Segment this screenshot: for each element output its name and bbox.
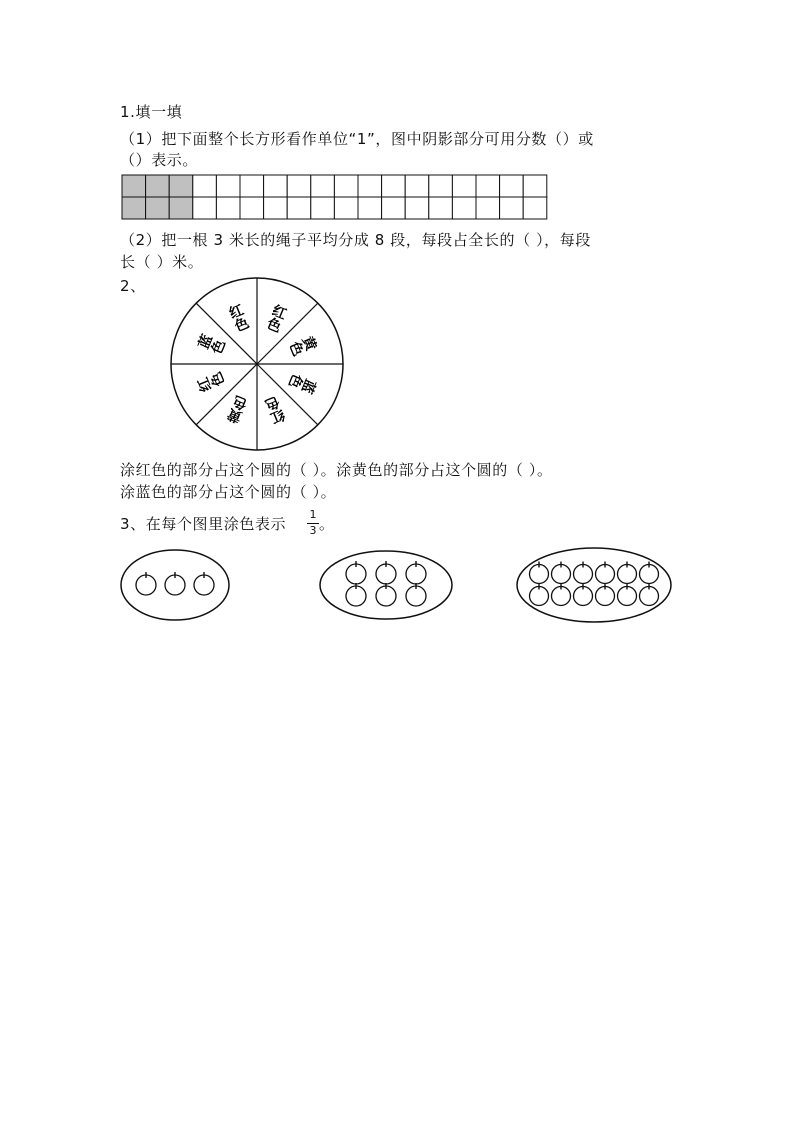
grid-cell[interactable] [264,197,288,219]
q3-prompt: 3、在每个图里涂色表示 [120,515,287,533]
unit-rectangle-grid [122,175,547,219]
wheel-sector-label: 黄色 [225,394,251,427]
grid-cell[interactable] [358,175,382,197]
grid-cell[interactable] [334,197,358,219]
grid-cell[interactable] [216,197,240,219]
color-wheel [171,278,343,450]
q2-line2: 涂蓝色的部分占这个圆的（ ）。 [120,483,337,501]
grid-cell[interactable] [287,197,311,219]
grid-cell-shaded[interactable] [169,175,193,197]
q1-part2-line1: （2）把一根 3 米长的绳子平均分成 8 段，每段占全长的（ ），每段 [120,231,591,249]
grid-cell[interactable] [500,175,524,197]
grid-cell[interactable] [500,197,524,219]
grid-cell[interactable] [405,175,429,197]
grid-cell-shaded[interactable] [122,197,146,219]
grid-cell[interactable] [311,175,335,197]
grid-cell[interactable] [429,197,453,219]
grid-cell[interactable] [523,197,547,219]
grid-cell[interactable] [429,175,453,197]
grid-cell[interactable] [523,175,547,197]
grid-cell-shaded[interactable] [146,197,170,219]
grid-cell[interactable] [240,197,264,219]
wheel-sector-label: 黄色 [287,332,320,358]
wheel-sector-label: 红色 [225,301,251,334]
grid-cell[interactable] [452,197,476,219]
q1-part1-line1: （1）把下面整个长方形看作单位“1”，图中阴影部分可用分数（）或 [120,130,594,148]
grid-cell[interactable] [264,175,288,197]
grid-cell[interactable] [287,175,311,197]
grid-cell[interactable] [452,175,476,197]
apple-groups [121,548,671,622]
grid-cell[interactable] [476,197,500,219]
grid-cell-shaded[interactable] [146,175,170,197]
wheel-sector-label: 红色 [194,370,227,396]
grid-cell-shaded[interactable] [169,197,193,219]
grid-cell[interactable] [382,175,406,197]
grid-cell[interactable] [240,175,264,197]
grid-cell[interactable] [334,175,358,197]
grid-cell[interactable] [216,175,240,197]
wheel-sector-label: 蓝色 [287,370,320,396]
q2-line1: 涂红色的部分占这个圆的（ ）。涂黄色的部分占这个圆的（ ）。 [120,461,553,479]
q3-prompt-end: 。 [319,515,335,533]
q2-number: 2、 [120,277,146,295]
wheel-sector-label: 蓝色 [194,332,227,358]
wheel-sector-label: 红色 [263,394,289,427]
grid-cell[interactable] [311,197,335,219]
q3-fraction-numerator: 1 [309,508,317,521]
grid-cell[interactable] [358,197,382,219]
grid-cell[interactable] [193,175,217,197]
grid-cell-shaded[interactable] [122,175,146,197]
grid-cell[interactable] [193,197,217,219]
apple-group-3-oval[interactable] [517,548,671,622]
q1-part2-line2: 长（ ）米。 [120,253,204,271]
q3-fraction-denominator: 3 [309,524,317,537]
grid-cell[interactable] [405,197,429,219]
grid-cell[interactable] [382,197,406,219]
wheel-sector-label: 红色 [263,301,289,334]
q1-part1-line2: （）表示。 [120,151,199,169]
grid-cell[interactable] [476,175,500,197]
q1-heading: 1.填一填 [120,103,183,121]
